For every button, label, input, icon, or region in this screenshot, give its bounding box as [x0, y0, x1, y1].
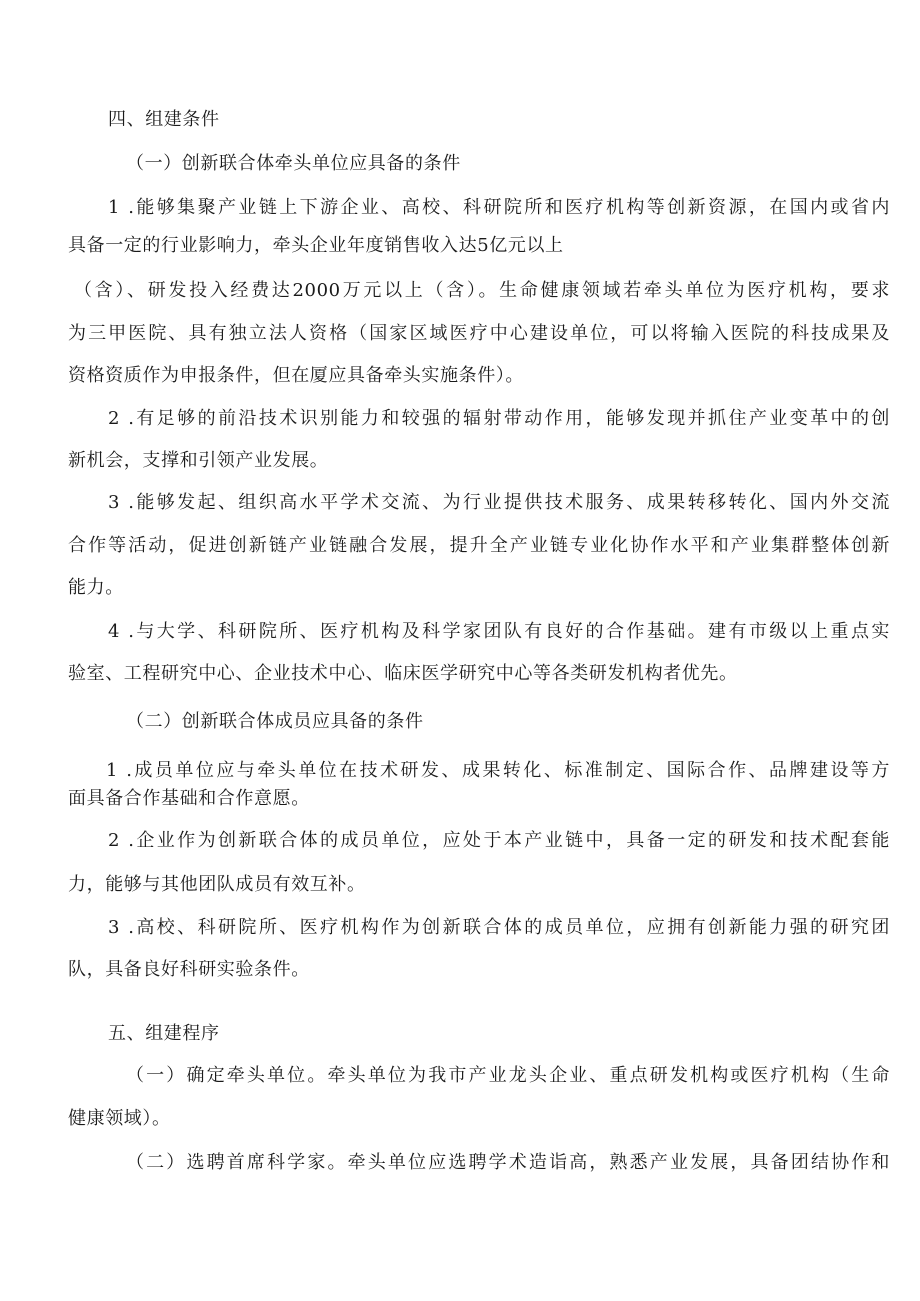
text-line: （二）选聘首席科学家。牵头单位应选聘学术造诣高，熟悉产业发展，具备团结协作和: [126, 1152, 890, 1173]
subsection-heading-4-2: （二）创新联合体成员应具备的条件: [126, 711, 424, 732]
text-line: 能力。: [68, 577, 124, 598]
section-heading-4: 四、组建条件: [108, 109, 220, 130]
text-line: 队，具备良好科研实验条件。: [68, 959, 310, 980]
text-line: 4 .与大学、科研院所、医疗机构及科学家团队有良好的合作基础。建有市级以上重点实: [108, 621, 890, 642]
text-line: （含）、研发投入经费达2000万元以上（含）。生命健康领域若牵头单位为医疗机构，要求: [74, 280, 890, 301]
text-line: 面具备合作基础和合作意愿。: [68, 788, 310, 809]
text-line: 2 .有足够的前沿技术识别能力和较强的辐射带动作用，能够发现并抓住产业变革中的创: [108, 408, 890, 429]
text-line: 资格资质作为申报条件，但在厦应具备牵头实施条件）。: [68, 365, 524, 386]
text-line: 为三甲医院、具有独立法人资格（国家区域医疗中心建设单位，可以将输入医院的科技成果及: [68, 323, 890, 344]
subsection-heading-4-1: （一）创新联合体牵头单位应具备的条件: [126, 153, 461, 174]
text-line: 3 .高校、科研院所、医疗机构作为创新联合体的成员单位，应拥有创新能力强的研究团: [108, 917, 890, 938]
text-line: 3 .能够发起、组织高水平学术交流、为行业提供技术服务、成果转移转化、国内外交流: [108, 492, 890, 513]
text-line: 1 .成员单位应与牵头单位在技术研发、成果转化、标准制定、国际合作、品牌建设等方: [106, 760, 890, 781]
text-line: 具备一定的行业影响力，牵头企业年度销售收入达5亿元以上: [68, 235, 564, 256]
text-line: 力，能够与其他团队成员有效互补。: [68, 874, 366, 895]
text-line: 验室、工程研究中心、企业技术中心、临床医学研究中心等各类研发机构者优先。: [68, 663, 738, 684]
text-line: 2 .企业作为创新联合体的成员单位，应处于本产业链中，具备一定的研发和技术配套能: [108, 830, 890, 851]
text-line: 1 .能够集聚产业链上下游企业、高校、科研院所和医疗机构等创新资源，在国内或省内: [108, 197, 890, 218]
text-line: 新机会，支撑和引领产业发展。: [68, 450, 329, 471]
text-line: 健康领域）。: [68, 1108, 171, 1129]
section-heading-5: 五、组建程序: [108, 1023, 220, 1044]
text-line: 合作等活动，促进创新链产业链融合发展，提升全产业链专业化协作水平和产业集群整体创新: [68, 535, 890, 556]
text-line: （一）确定牵头单位。牵头单位为我市产业龙头企业、重点研发机构或医疗机构（生命: [126, 1065, 890, 1086]
